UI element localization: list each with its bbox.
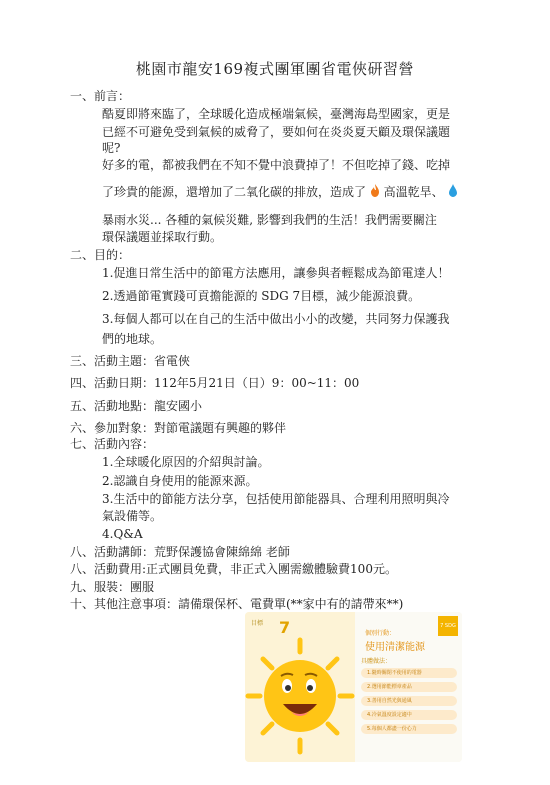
section-1-heading: 一、前言： [70,89,131,103]
section-1-line [102,184,458,201]
card-item: 2.選用節能標章產品 [361,682,457,692]
section-1-line: 酷夏即將來臨了，全球暖化造成極端氣候，臺灣海島型國家，更是 [102,107,451,121]
section-9: 九、服裝：團服 [70,580,155,594]
section-7-item: 4.Q&A [102,527,143,541]
card-heading: 具體做法： [361,658,392,665]
poster-sun-panel [245,612,355,762]
poster-info-card [355,612,462,762]
card-title: 使用清潔能源 [365,642,425,653]
section-7-item: 1.全球暖化原因的介紹與討論。 [102,455,270,469]
droplet-icon [448,184,458,201]
section-2-item: 們的地球。 [102,332,163,346]
section-8-lecturer: 八、活動講師：荒野保護協會陳綿綿 老師 [70,545,290,559]
section-3: 三、活動主題：省電俠 [70,354,191,368]
section-1-text: 高溫乾旱、 [383,185,444,199]
sdg-goal-number: 7 [279,618,291,637]
section-6: 六、參加對象：對節電議題有興趣的夥伴 [70,421,287,435]
section-7-item: 氣設備等。 [102,509,163,523]
sun-icon [245,612,355,762]
section-1-line: 呢? [102,141,121,155]
section-2-heading: 二、目的： [70,248,131,262]
section-2-item: 1.促進日常生活中的節電方法應用，讓參與者輕鬆成為節電達人！ [102,266,450,280]
section-8-fee: 八、活動費用:正式團員免費，非正式入團需繳體驗費100元。 [70,562,397,576]
sdg7-poster-image [245,612,462,762]
card-item: 3.善用自然光與通風 [361,696,457,706]
section-1-line: 已經不可避免受到氣候的威脅了，要如何在炎炎夏天顧及環保議題 [102,125,451,139]
section-7-item: 2.認識自身使用的能源來源。 [102,474,258,488]
section-2-item: 2.透過節電實踐可貢擔能源的 SDG 7目標，減少能源浪費。 [102,289,421,303]
section-5: 五、活動地點：龍安國小 [70,399,203,413]
card-item: 5.每個人都盡一份心力 [361,724,457,734]
card-subtitle: 個別行動： [365,630,396,637]
section-1-text: 了珍貴的能源，還增加了二氧化碳的排放，造成了 [102,185,367,199]
section-4: 四、活動日期：112年5月21日（日）9：00~11：00 [70,376,360,390]
section-7-heading: 七、活動內容： [70,437,155,451]
section-1-line: 好多的電，都被我們在不知不覺中浪費掉了！不但吃掉了錢、吃掉 [102,158,451,172]
card-item: 1.隨時關閉不使用的電器 [361,668,457,678]
section-10: 十、其他注意事項：請備環保杯、電費單(**家中有的請帶來**) [70,597,404,611]
section-7-item: 3.生活中的節能方法分享，包括使用節能器具、合理利用照明與冷 [102,492,450,506]
section-1-line: 暴雨水災... 各種的氣候災難, 影響到我們的生活！我們需要關注 [102,213,437,227]
card-item: 4.冷氣溫度設定適中 [361,710,457,720]
fire-icon [370,184,380,201]
sdg-badge: 7 SDG [438,616,458,636]
document-title: 桃園市龍安169複式團軍團省電俠研習營 [135,60,415,78]
sdg-goal-label: 目標 [251,620,264,627]
section-2-item: 3.每個人都可以在自己的生活中做出小小的改變，共同努力保護我 [102,312,450,326]
section-1-line: 環保議題並採取行動。 [102,230,223,244]
